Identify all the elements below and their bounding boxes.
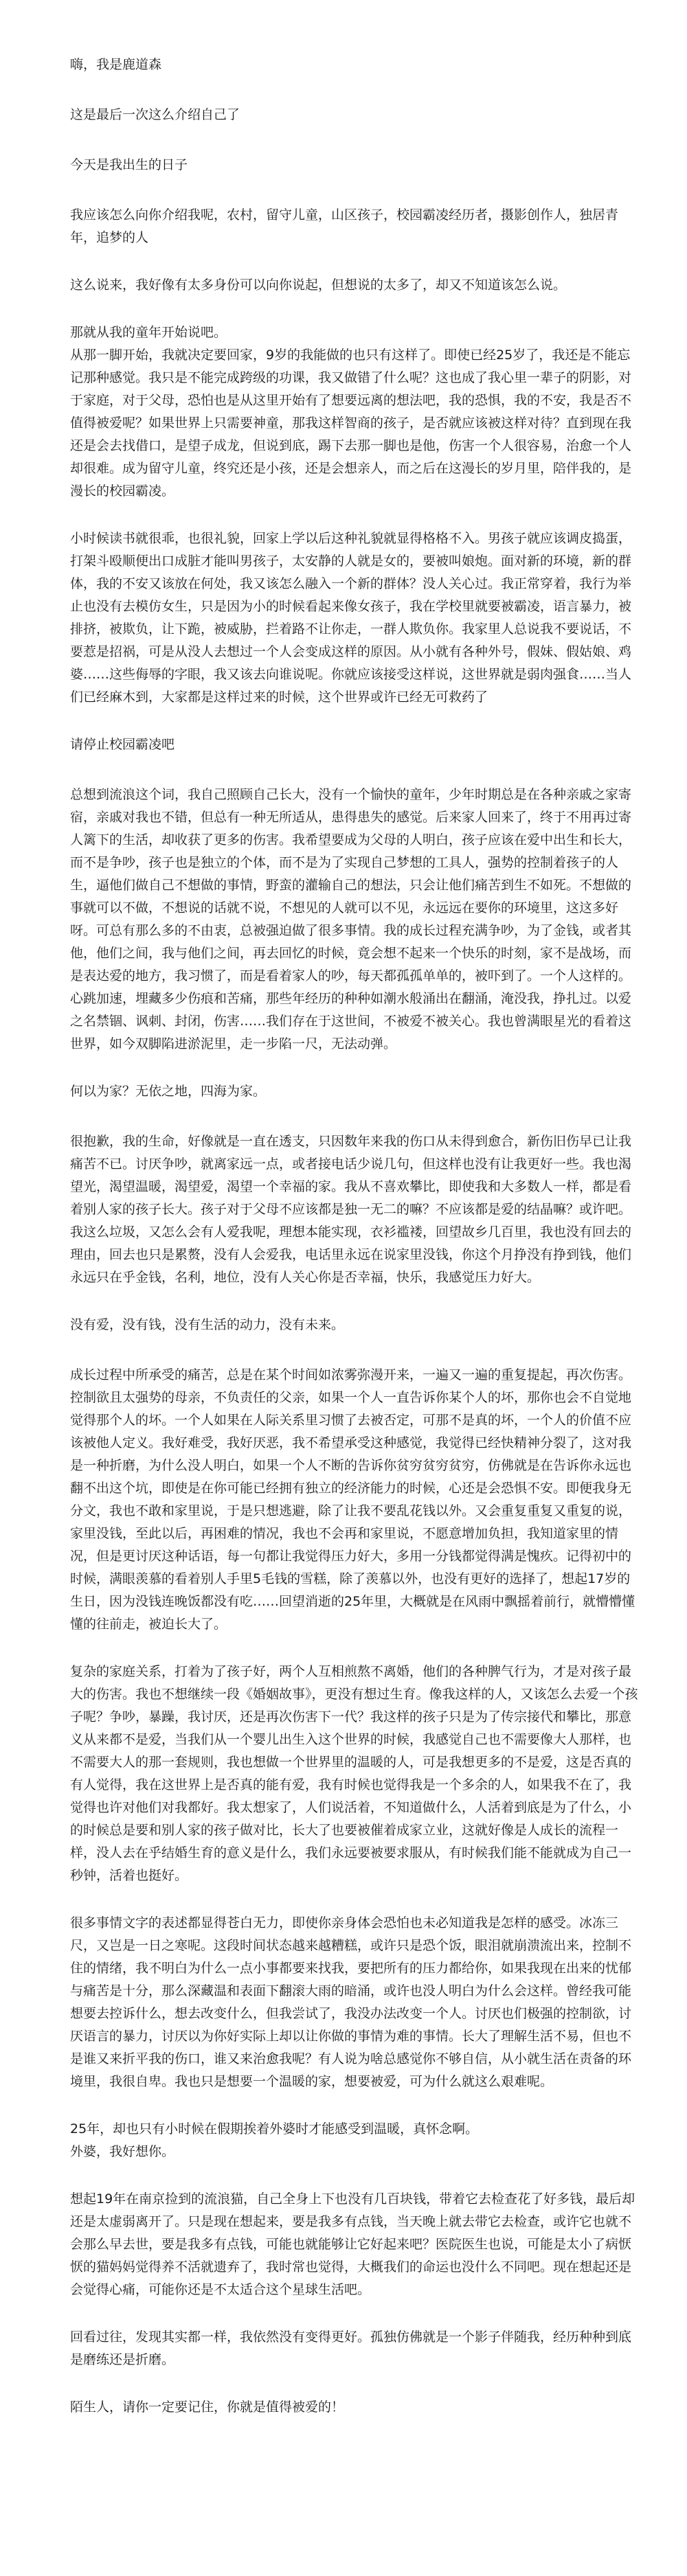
growing-pain-paragraph: 成长过程中所承受的痛苦，总是在某个时间如浓雾弥漫开来，一遍又一遍的重复提起，再次伤害。控制欲且太强势的母亲，不负责任的父亲，如果一个人一直告诉你某个人的坏，那你也会不自觉地觉得那个人的坏。一个人如果在人际关系里习惯了去被否定，可那不是真的坏，一个人的价值不应该被他人定义。我好难受，我好厌恶，我不希望承受这种感觉，我觉得已经快精神分裂了，这对我是一种折磨，为什么没人明白，如果一个人不断的告诉你贫穷贫穷贫穷，仿佛就是在告诉你永远也翻不出这个坑，即使是在你可能已经拥有独立的经济能力的时候，心还是会恐惧不安。即便我身无分文，我也不敢和家里说，于是只想逃避，除了让我不要乱花钱以外。又会重复重复又重复的说，家里没钱，至此以后，再困难的情况，我也不会再和家里说，不愿意增加负担，我知道家里的情况，但是更讨厌这种话语，每一句都让我觉得压力好大，多用一分钱都觉得满是愧疚。记得初中的时候，满眼羡慕的看着别人手里5毛钱的雪糕，除了羡慕以外，也没有更好的选择了，想起17岁的生日，因为没钱连晚饭都没有吃……回望消逝的25年里，大概就是在风雨中飘摇着前行，就懵懵懂懂的往前走，被迫长大了。 — [70, 1367, 635, 1632]
home-question-paragraph: 何以为家？无依之地，四海为家。 — [70, 1084, 267, 1099]
intro-paragraph: 这是最后一次这么介绍自己了 — [70, 107, 240, 122]
looking-back-paragraph: 回看过往，发现其实都一样，我依然没有变得更好。孤独仿佛就是一个影子伴随我，经历种种到底是磨练还是折磨。 — [70, 2329, 632, 2367]
birthday-paragraph: 今天是我出生的日子 — [70, 157, 188, 172]
greeting-paragraph: 嗨，我是鹿道森 — [70, 57, 162, 72]
words-powerless-paragraph: 很多事情文字的表述都显得苍白无力，即使你亲身体会恐怕也未必知道我是怎样的感受。冰冻三尺，又岂是一日之寒呢。这段时间状态越来越糟糕，或许只是恐个饭，眼泪就崩溃流出来，控制不住的情绪，我不明白为什么一点小事都要来找我，要把所有的压力都给你，如果我现在出来的忧郁与痛苦是十分，那么深藏温和表面下翻滚大雨的暗涌，或许也没人明白为什么会这样。曾经我可能想要去控诉什么，想去改变什么，但我尝试了，我没办法改变一个人。讨厌也们极强的控制欲，讨厌语言的暴力，讨厌以为你好实际上却以让你做的事情为难的事情。长大了理解生活不易，但也不是谁又来折平我的伤口，谁又来治愈我呢？有人说为啥总感觉你不够自信，从小就生活在责备的环境里，我很自卑。我也只是想要一个温暖的家，想要被爱，可为什么就这么艰难呢。 — [70, 1915, 632, 2089]
bullying-paragraph: 小时候读书就很乖，也很礼貌，回家上学以后这种礼貌就显得格格不入。男孩子就应该调皮捣蛋，打架斗殴顺便出口成脏才能叫男孩子，太安静的人就是女的，要被叫娘炮。面对新的环境，新的群体，我的不安又该放在何处，我又该怎么融入一个新的群体？没人关心过。我正常穿着，我行为举止也没有去模仿女生，只是因为小的时候看起来像女孩子，我在学校里就要被霸凌，语言暴力，被排挤，被欺负，让下跪，被威胁，拦着路不让你走，一群人欺负你。我家里人总说我不要说话，不要惹是招祸，可是从没人去想过一个人会变成这样的原因。从小就有各种外号，假妹、假姑娘、鸡婆……这些侮辱的字眼，我又该去向谁说呢。你就应该接受这样说，这世界就是弱肉强食……当人们已经麻木到，大家都是这样过来的时候，这个世界或许已经无可救药了 — [70, 531, 632, 705]
closing-paragraph: 陌生人，请你一定要记住，你就是值得被爱的！ — [70, 2400, 345, 2415]
no-love-paragraph: 没有爱，没有钱，没有生活的动力，没有未来。 — [70, 1317, 345, 1332]
childhood-paragraph: 那就从我的童年开始说吧。 从那一脚开始，我就决定要回家，9岁的我能做的也只有这样了。即使已经25岁了，我还是不能忘记那种感觉。我只是不能完成跨级的功课，我又做错了什么呢？这也成了我心里一辈子的阴影，对于家庭，对于父母，恐怕也是从这里开始有了想要远离的想法吧，我的恐惧，我的不安，我是否不值得被爱呢？如果世界上只需要神童，那我这样智商的孩子，是否就应该被这样对待？直到现在我还是会去找借口，是望子成龙，但说到底，踢下去那一脚也是他，伤害一个人很容易，治愈一个人却很难。成为留守儿童，终究还是小孩，还是会想亲人，而之后在这漫长的岁月里，陪伴我的，是漫长的校园霸凌。 — [70, 325, 632, 499]
too-much-to-say-paragraph: 这么说来，我好像有太多身份可以向你说起，但想说的太多了，却又不知道该怎么说。 — [70, 277, 567, 293]
apology-paragraph: 很抱歉，我的生命，好像就是一直在透支，只因数年来我的伤口从未得到愈合，新伤旧伤早已让我痛苦不已。讨厌争吵，就离家远一点，或者接电话少说几句，但这样也没有让我更好一些。我也渴望光，渴望温暖，渴望爱，渴望一个幸福的家。我从不喜欢攀比，即使我和大多数人一样，都是看着别人家的孩子长大。孩子对于父母不应该都是独一无二的嘛？不应该都是爱的结晶嘛？或许吧。我这么垃圾，又怎么会有人爱我呢，理想本能实现，衣衫褴褛，回望故乡几百里，我也没有回去的理由，回去也只是累赘，没有人会爱我，电话里永远在说家里没钱，你这个月挣没有挣到钱，他们永远只在乎金钱，名利，地位，没有人关心你是否幸福，快乐，我感觉压力好大。 — [70, 1134, 632, 1285]
stop-bullying-paragraph: 请停止校园霸凌吧 — [70, 737, 175, 752]
wandering-paragraph: 总想到流浪这个词，我自己照顾自己长大，没有一个愉快的童年，少年时期总是在各种亲戚之家寄宿，亲戚对我也不错，但总有一种无所适从，患得患失的感觉。后来家人回来了，终于不用再过寄人篱下的生活，却收获了更多的伤害。我希望要成为父母的人明白，孩子应该在爱中出生和长大，而不是争吵，孩子也是独立的个体，而不是为了实现自己梦想的工具人，强势的控制着孩子的人生，逼他们做自己不想做的事情，野蛮的灌输自己的想法，只会让他们痛苦到生不如死。不想做的事就可以不做，不想说的话就不说，不想见的人就可以不见，永远远在要你的环境里，这这多好呀。可总有那么多的不由衷，总被强迫做了很多事情。我的成长过程充满争吵，为了金钱，或者其他，他们之间，我与他们之间，再去回忆的时候，竟会想不起来一个快乐的时刻，家不是战场，而是表达爱的地方，我习惯了，而是看着家人的吵，每天都孤孤单单的，被吓到了。一个人这样的。心跳加速，埋藏多少伤痕和苦痛，那些年经历的种种如潮水般涌出在翻涌，淹没我，挣扎过。以爱之名禁锢、讽刺、封闭，伤害……我们存在于这世间，不被爱不被关心。我也曾满眼星光的看着这世界，如今双脚陷进淤泥里，走一步陷一尺，无法动弹。 — [70, 787, 632, 1051]
family-relations-paragraph: 复杂的家庭关系，打着为了孩子好，两个人互相煎熬不离婚，他们的各种脾气行为，才是对孩子最大的伤害。我也不想继续一段《婚姻故事》，更没有想过生育。像我这样的人，又该怎么去爱一个孩子呢？争吵，暴躁，我讨厌，还是再次伤害下一代？我这样的孩子只是为了传宗接代和攀比，那意义从来都不是爱，当我们从一个婴儿出生入这个世界的时候，我感觉自己也不需要像大人那样，也不需要大人的那一套规则，我也想做一个世界里的温暖的人，可是我想更多的不是爱，这是否真的有人觉得，我在这世界上是否真的能有爱，我有时候也觉得我是一个多余的人，如果我不在了，我觉得也许对他们对我都好。我太想家了，人们说活着，不知道做什么，人活着到底是为了什么，小的时候总是要和别人家的孩子做对比，长大了也要被催着成家立业，这就好像是人成长的流程一样，没人去在乎结婚生育的意义是什么，我们永远要被要求服从，有时候我们能不能就成为自己一秒钟，活着也挺好。 — [70, 1664, 638, 1883]
identity-paragraph: 我应该怎么向你介绍我呢，农村，留守儿童，山区孩子，校园霸凌经历者，摄影创作人，独居青年，追梦的人 — [70, 207, 619, 245]
stray-cat-paragraph: 想起19年在南京捡到的流浪猫，自己全身上下也没有几百块钱，带着它去检查花了好多钱，最后却还是太虚弱离开了。只是现在想起来，要是我多有点钱，当天晚上就去带它去检查，或许它也就不会那么早去世，要是我多有点钱，可能也就能够让它好起来吧？医院医生也说，可能是太小了病恹恹的猫妈妈觉得养不活就遗弃了，我时常也觉得，大概我们的命运也没什么不同吧。现在想起还是会觉得心痛，可能你还是不太适合这个星球生活吧。 — [70, 2191, 635, 2297]
grandma-paragraph: 25年，却也只有小时候在假期挨着外婆时才能感受到温暖，真怀念啊。 外婆，我好想你。 — [70, 2121, 479, 2159]
